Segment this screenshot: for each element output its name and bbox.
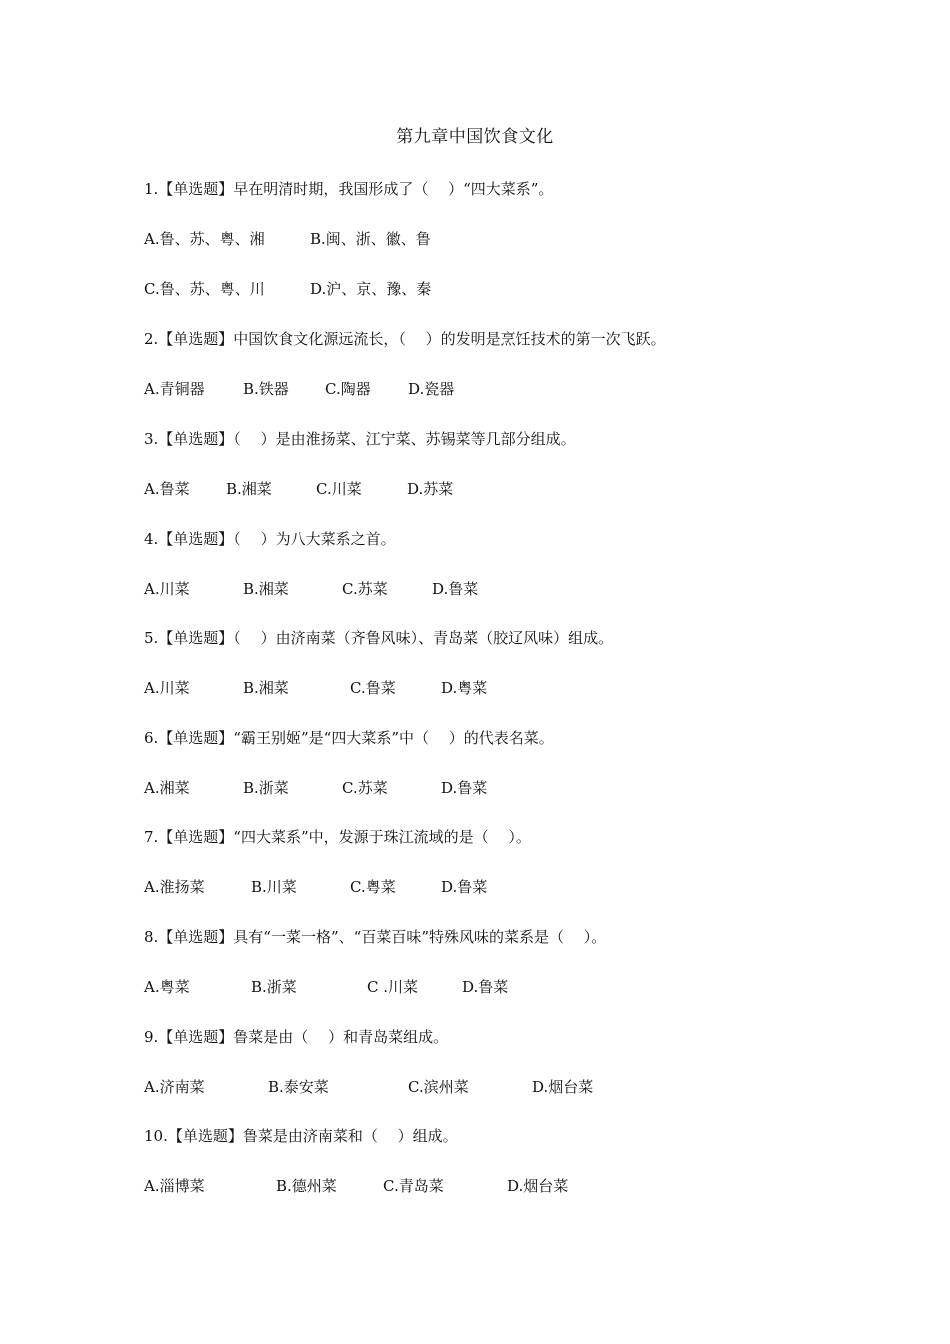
question-stem: 4.【单选题】（ ）为八大菜系之首。	[144, 530, 396, 548]
question-option: D.瓷器	[408, 380, 455, 398]
question-option: A.青铜器	[144, 380, 205, 398]
question-stem: 5.【单选题】（ ）由济南菜（齐鲁风味）、青岛菜（胶辽风味）组成。	[144, 629, 614, 647]
question-option: B.泰安菜	[268, 1078, 329, 1096]
question-option: C.鲁、苏、粤、川	[144, 280, 265, 298]
question-option: D.烟台菜	[532, 1078, 594, 1096]
question-option: B.浙菜	[251, 978, 297, 996]
question-option: C.苏菜	[342, 580, 388, 598]
question-option: D.烟台菜	[507, 1177, 569, 1195]
question-option: C.苏菜	[342, 779, 388, 797]
question-option: C.鲁菜	[350, 679, 396, 697]
question-option: C.滨州菜	[408, 1078, 469, 1096]
question-option: B.德州菜	[276, 1177, 337, 1195]
question-option: C.川菜	[316, 480, 362, 498]
question-option: A.湘菜	[144, 779, 190, 797]
question-stem: 2.【单选题】中国饮食文化源远流长，（ ）的发明是烹饪技术的第一次飞跃。	[144, 330, 666, 348]
question-option: C.青岛菜	[383, 1177, 444, 1195]
page-title: 第九章中国饮食文化	[396, 127, 554, 147]
question-option: C.粤菜	[350, 878, 396, 896]
question-option: D.沪、京、豫、秦	[310, 280, 432, 298]
question-option: A.鲁菜	[144, 480, 190, 498]
question-option: B.湘菜	[243, 679, 289, 697]
question-stem: 8.【单选题】具有“一菜一格”、“百菜百味”特殊风味的菜系是（ ）。	[144, 928, 607, 946]
question-option: A.淮扬菜	[144, 878, 205, 896]
question-option: D.粤菜	[441, 679, 488, 697]
question-stem: 9.【单选题】鲁菜是由（ ）和青岛菜组成。	[144, 1028, 449, 1046]
question-option: A.济南菜	[144, 1078, 205, 1096]
question-option: B.湘菜	[226, 480, 272, 498]
question-option: B.浙菜	[243, 779, 289, 797]
question-option: B.川菜	[251, 878, 297, 896]
question-option: C .川菜	[367, 978, 419, 996]
question-option: D.鲁菜	[441, 779, 488, 797]
question-option: B.闽、浙、徽、鲁	[310, 230, 431, 248]
question-option: A.川菜	[144, 679, 190, 697]
question-option: D.苏菜	[407, 480, 454, 498]
question-option: D.鲁菜	[432, 580, 479, 598]
question-option: A.川菜	[144, 580, 190, 598]
question-option: C.陶器	[325, 380, 371, 398]
question-stem: 3.【单选题】（ ）是由淮扬菜、江宁菜、苏锡菜等几部分组成。	[144, 430, 576, 448]
question-stem: 7.【单选题】“四大菜系”中，发源于珠江流域的是（ ）。	[144, 828, 531, 846]
question-option: B.铁器	[243, 380, 289, 398]
question-stem: 6.【单选题】“霸王别姬”是“四大菜系”中（ ）的代表名菜。	[144, 729, 554, 747]
question-option: D.鲁菜	[462, 978, 509, 996]
question-stem: 10.【单选题】鲁菜是由济南菜和（ ）组成。	[144, 1127, 458, 1145]
question-option: A.鲁、苏、粤、湘	[144, 230, 265, 248]
question-option: A.粤菜	[144, 978, 190, 996]
question-stem: 1.【单选题】早在明清时期，我国形成了（ ）“四大菜系”。	[144, 180, 554, 198]
question-option: B.湘菜	[243, 580, 289, 598]
question-option: A.淄博菜	[144, 1177, 205, 1195]
question-option: D.鲁菜	[441, 878, 488, 896]
